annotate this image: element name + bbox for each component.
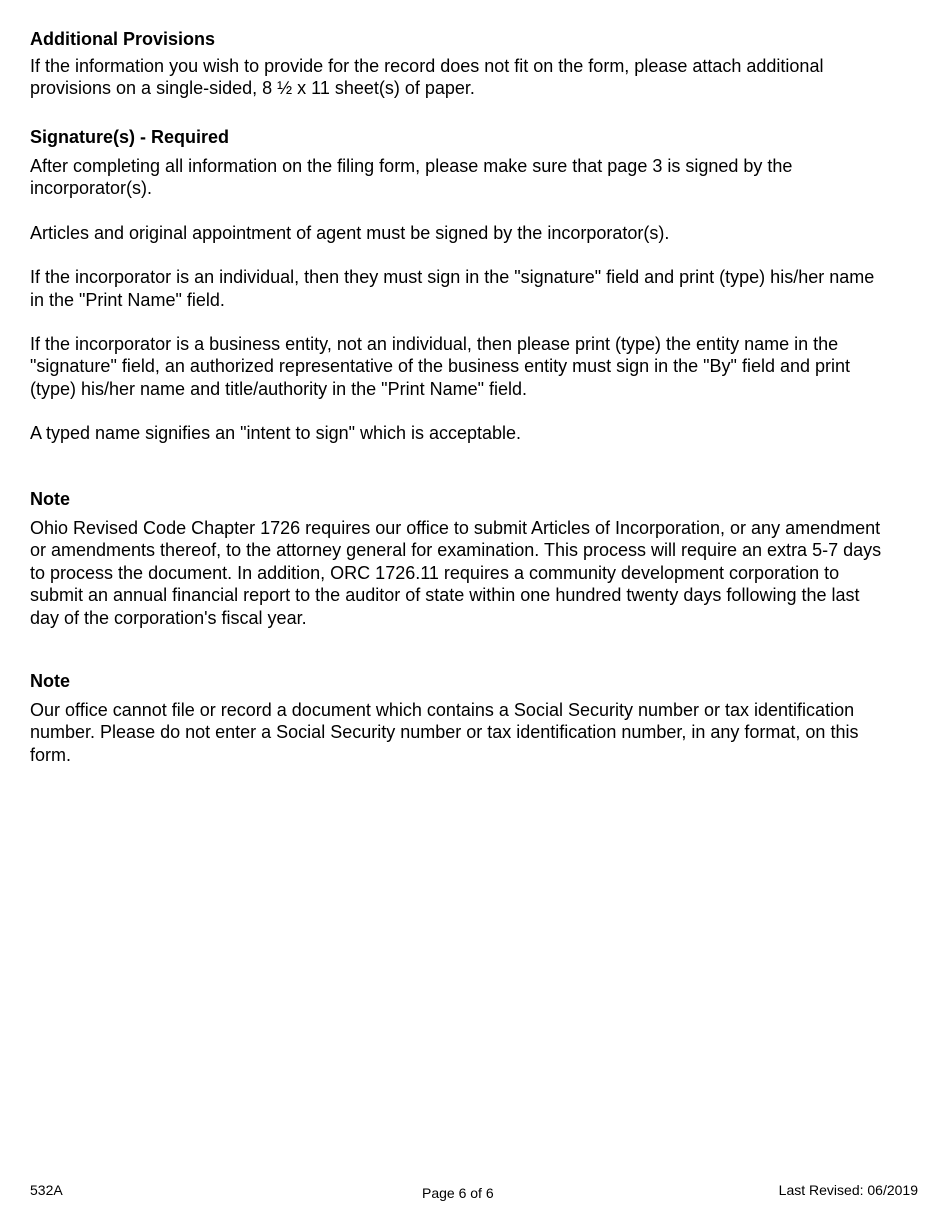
additional-provisions-section bbox=[30, 28, 890, 100]
note-2-heading: Note bbox=[30, 671, 70, 691]
note-1-heading: Note bbox=[30, 489, 70, 509]
note-section-2 bbox=[30, 670, 890, 766]
signatures-section bbox=[30, 126, 890, 445]
note-2-body: Our office cannot file or record a document which contains a Social Security number or tax identification number. Please do not enter a Social Security number or tax identification number, in any format, on this form. bbox=[30, 700, 859, 765]
signatures-paragraph-4: If the incorporator is a business entity, not an individual, then please print (type) the entity name in the "signature" field, an authorized representative of the business entity must sign in the "By" field and print (type) his/her name and title/authority in the "Print Name" field. bbox=[30, 334, 851, 399]
additional-provisions-heading: Additional Provisions bbox=[30, 29, 216, 49]
signatures-paragraph-5: A typed name signifies an "intent to sign" which is acceptable. bbox=[30, 423, 522, 444]
signatures-paragraph-1: After completing all information on the filing form, please make sure that page 3 is signed by the incorporator(s). bbox=[30, 156, 793, 199]
signatures-heading: Signature(s) - Required bbox=[30, 127, 230, 147]
note-section-1 bbox=[30, 488, 890, 629]
signatures-paragraph-2: Articles and original appointment of agent must be signed by the incorporator(s). bbox=[30, 222, 670, 243]
signatures-paragraph-3: If the incorporator is an individual, then they must sign in the "signature" field and print (type) his/her name in the "Print Name" field. bbox=[30, 267, 875, 310]
additional-provisions-body: If the information you wish to provide for the record does not fit on the form, please attach additional provisions on a single-sided, 8 ½ x 11 sheet(s) of paper. bbox=[30, 56, 824, 99]
footer-page-number: Page 6 of 6 bbox=[422, 1185, 494, 1201]
footer-form-number: 532A bbox=[30, 1182, 63, 1198]
note-1-body: Ohio Revised Code Chapter 1726 requires our office to submit Articles of Incorporation, or any amendment or amendments thereof, to the attorney general for examination. This process will require an extra 5-7 days to process the document. In addition, ORC 1726.11 requires a community development corporation to submit an annual financial report to the auditor of state within one hundred twenty days following the last day of the corporation's fiscal year. bbox=[30, 518, 882, 628]
footer-last-revised: Last Revised: 06/2019 bbox=[778, 1182, 918, 1198]
